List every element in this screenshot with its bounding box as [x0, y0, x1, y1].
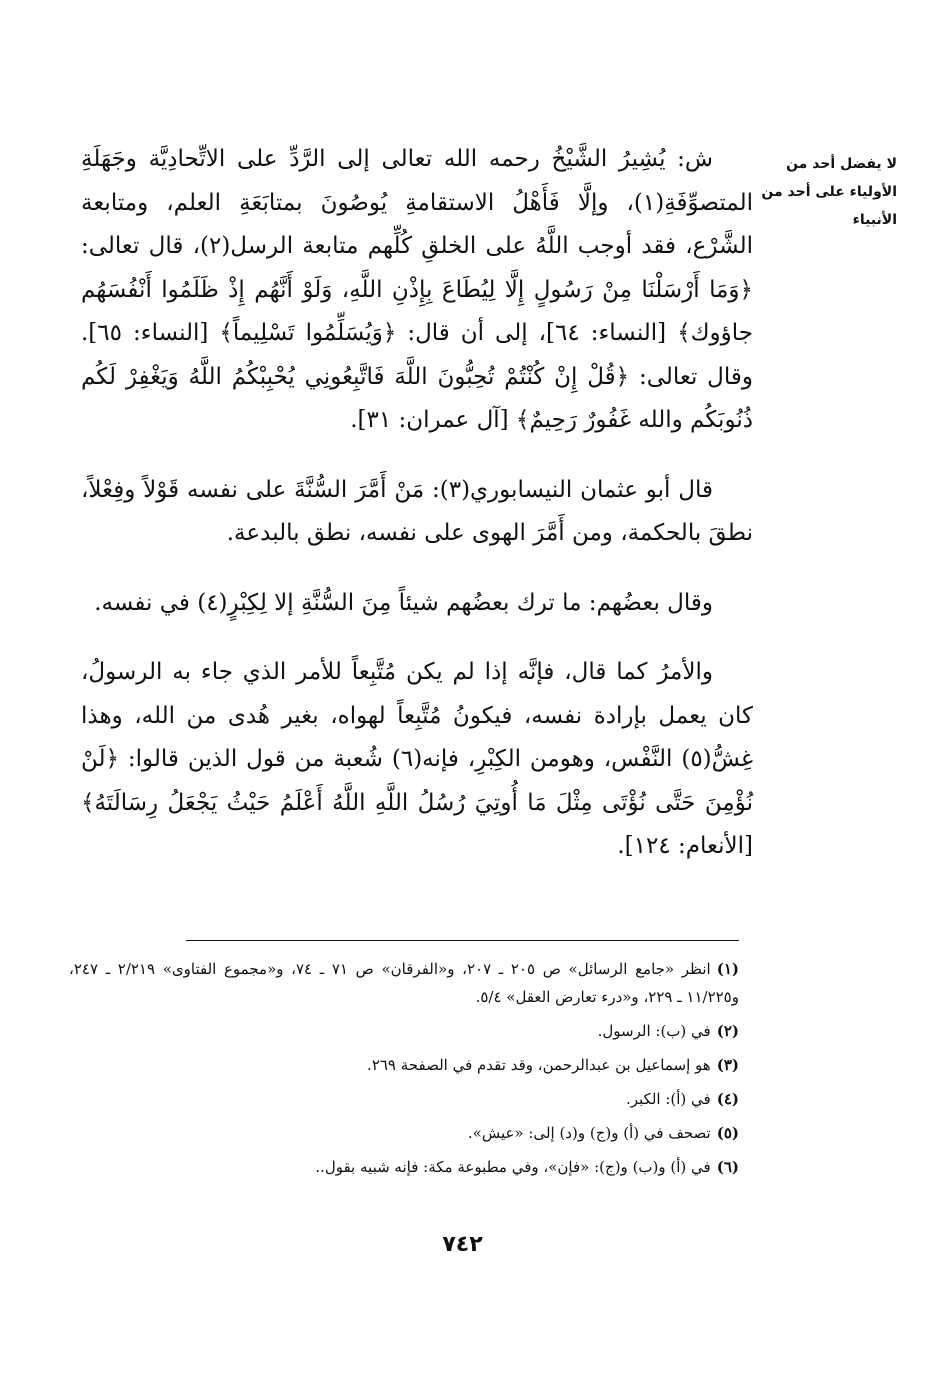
footnote-number: (٦) [716, 1158, 739, 1176]
footnote [69, 1085, 739, 1113]
body-paragraph: والأمرُ كما قال، فإنَّه إذا لم يكن مُتَّبِعاً للأمر الذي جاء به الرسولُ، كان يعمل بإرادة نفسه، فيكونُ مُتَّبِعاً لهواه، بغير هُدى من الله، وهذا غِشُّ(٥) النَّفْس، وهومن الكِبْرِ، فإنه(٦) شُعبة من قول الذين قالوا: ﴿لَنْ نُؤْمِنَ حَتَّى نُؤْتَى مِثْلَ مَا أُوتِيَ رُسُلُ اللَّهِ اللَّهُ أَعْلَمُ حَيْثُ يَجْعَلُ رِسَالَتَهُ﴾ [الأنعام: ١٢٤]. [81, 659, 753, 859]
page-number: ٧٤٢ [442, 1232, 483, 1257]
body-paragraph: قال أبو عثمان النيسابوري(٣): مَنْ أَمَّرَ السُّنَّةَ على نفسه قَوْلاً وفِعْلاً، نطقَ بالحكمة، ومن أَمَّرَ الهوى على نفسه، نطق بالبدعة. [81, 476, 753, 546]
footnote [69, 1153, 739, 1181]
footnote-text: في (أ) و(ب) و(ج): «فإن»، وفي مطبوعة مكة: فإنه شبيه بقول.. [315, 1158, 711, 1176]
margin-heading [757, 150, 897, 234]
margin-heading-line: الأولياء على أحد من [761, 184, 897, 200]
paragraph-gap [81, 556, 753, 582]
footnote [69, 1051, 739, 1079]
footnote-text: في (أ): الكبر. [625, 1090, 711, 1108]
footnote-number: (٤) [716, 1090, 739, 1108]
margin-heading-line: الأنبياء [852, 212, 897, 228]
footnote-text: انظر «جامع الرسائل» ص ٢٠٥ ـ ٢٠٧، و«الفرقان» ص ٧١ ـ ٧٤، و«مجموع الفتاوى» ٢/٢١٩ ـ ٢٤٧، و١١/٢٢٥ ـ ٢٢٩، و«درء تعارض العقل» ٥/٤. [69, 960, 739, 1006]
footnote [69, 1017, 739, 1045]
footnote-text: هو إسماعيل بن عبدالرحمن، وقد تقدم في الصفحة ٢٦٩. [367, 1056, 711, 1074]
footnote [69, 1119, 739, 1147]
body-paragraph: وقال بعضُهم: ما ترك بعضُهم شيئاً مِنَ السُّنَّةِ إلا لِكِبْرٍ(٤) في نفسه. [94, 589, 713, 616]
paragraph-gap [81, 625, 753, 651]
main-text [81, 138, 753, 869]
footnote-number: (٥) [716, 1124, 739, 1142]
footnote-number: (١) [716, 960, 739, 978]
body-paragraph: ش: يُشِيرُ الشَّيْخُ رحمه الله تعالى إلى الرَّدِّ على الاتِّحادِيَّة وجَهَلَةِ المتصوِّفَةِ(١)، وإلَّا فَأَهْلُ الاستقامةِ يُوصُونَ بمتابَعَةِ العلم، ومتابعة الشَّرْع، فقد أوجب اللَّهُ على الخلقِ كُلِّهم متابعة الرسل(٢)، قال تعالى: ﴿وَمَا أَرْسَلْنَا مِنْ رَسُولٍ إِلَّا لِيُطَاعَ بِإِذْنِ اللَّهِ، وَلَوْ أَنَّهُم إِذْ ظَلَمُوا أَنْفُسَهُم جاؤوك﴾ [النساء: ٦٤]، إلى أن قال: ﴿وَيُسَلِّمُوا تَسْلِيماً﴾ [النساء: ٦٥]. وقال تعالى: ﴿قُلْ إِنْ كُنْتُمْ تُحِبُّونَ اللَّهَ فَاتَّبِعُونِي يُحْبِبْكُمُ اللَّهُ وَيَغْفِرْ لَكُم ذُنُوبَكُم والله غَفُورٌ رَحِيمٌ﴾ [آل عمران: ٣١]. [81, 146, 753, 433]
footnote-number: (٢) [716, 1022, 739, 1040]
footnote-number: (٣) [716, 1056, 739, 1074]
footnote-text: تصحف في (أ) و(ج) و(د) إلى: «عيش». [467, 1124, 711, 1142]
footnote-text: في (ب): الرسول. [597, 1022, 711, 1040]
margin-heading-line: لا يفضل أحد من [786, 156, 897, 172]
footnote [69, 955, 739, 1011]
paragraph-gap [81, 443, 753, 469]
footnote-divider [186, 940, 739, 941]
footnotes [69, 955, 739, 1187]
